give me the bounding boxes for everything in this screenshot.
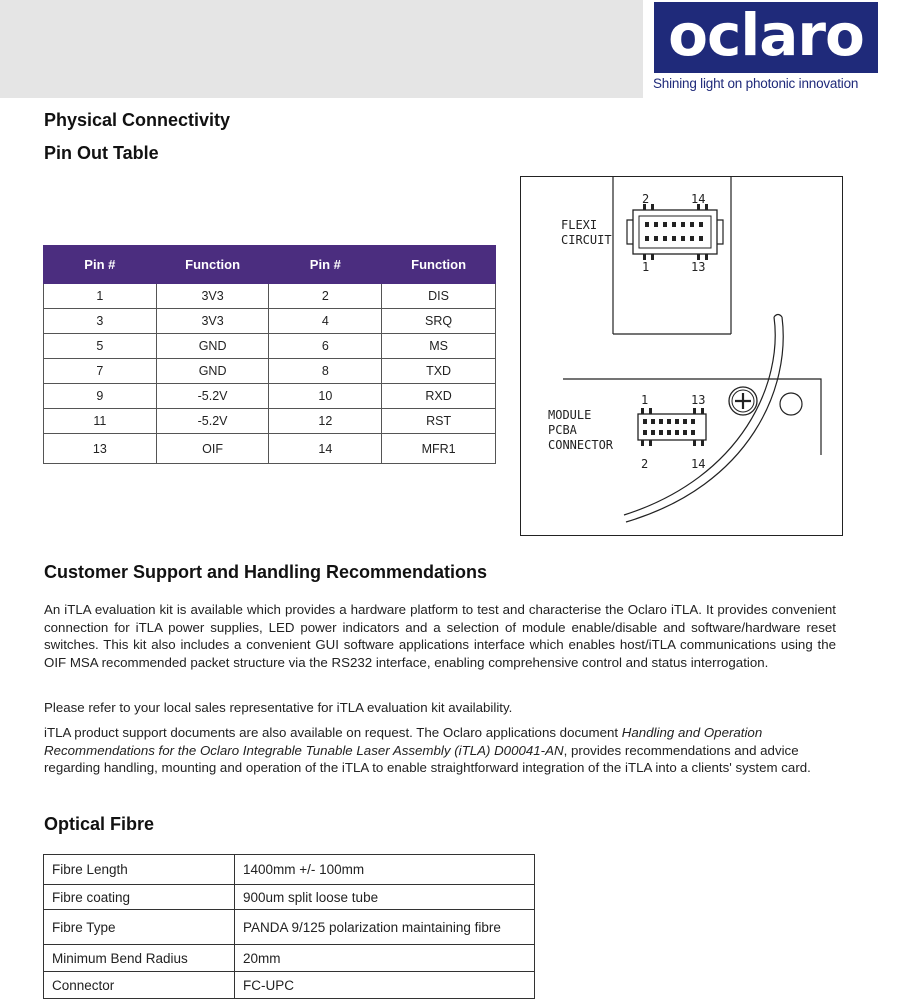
function-cell: TXD	[382, 359, 496, 384]
mounting-hole	[780, 393, 802, 415]
function-cell: MS	[382, 334, 496, 359]
pin-cell: 13	[44, 434, 157, 464]
pin-cell: 8	[269, 359, 382, 384]
function-cell: MFR1	[382, 434, 496, 464]
pin-cell: 1	[44, 284, 157, 309]
function-cell: -5.2V	[156, 384, 269, 409]
pin-cell: 10	[269, 384, 382, 409]
flexi-board-outline	[613, 177, 731, 334]
pin-out-table	[43, 245, 496, 464]
fibre-table-row	[44, 910, 535, 945]
flexi-pin-14: 14	[691, 192, 706, 206]
function-cell: 3V3	[156, 309, 269, 334]
fibre-table-row	[44, 945, 535, 972]
fibre-property: Fibre Type	[44, 910, 235, 945]
flexi-cable	[624, 315, 783, 523]
heading-physical-connectivity: Physical Connectivity	[44, 110, 231, 130]
pin-cell: 12	[269, 409, 382, 434]
fibre-value: 20mm	[235, 945, 535, 972]
module-pin-13: 13	[691, 393, 706, 407]
function-cell: GND	[156, 334, 269, 359]
fibre-table-row	[44, 972, 535, 999]
module-label-line3: CONNECTOR	[548, 438, 614, 452]
pin-cell: 2	[269, 284, 382, 309]
function-cell: OIF	[156, 434, 269, 464]
connector-diagram	[520, 176, 843, 536]
pin-table-row	[44, 384, 496, 409]
support-p3-text: , provides recommendations and advice regarding handling, mounting and operation of the iTLA to enable straightforward integration of the iTLA into a clients' system card.	[44, 742, 811, 775]
flexi-label-line2: CIRCUIT	[561, 233, 612, 247]
heading-optical-fibre: Optical Fibre	[44, 814, 155, 834]
pin-table-header: Function	[382, 246, 496, 284]
flexi-pin-13: 13	[691, 260, 706, 274]
pin-table-row	[44, 409, 496, 434]
pin-cell: 6	[269, 334, 382, 359]
function-cell: -5.2V	[156, 409, 269, 434]
fibre-table-row	[44, 885, 535, 910]
function-cell: DIS	[382, 284, 496, 309]
fibre-property: Fibre coating	[44, 885, 235, 910]
pin-table-row	[44, 334, 496, 359]
pin-table-header-row	[44, 246, 496, 284]
screw-icon	[729, 387, 757, 415]
pin-cell: 9	[44, 384, 157, 409]
fibre-property: Connector	[44, 972, 235, 999]
pin-cell: 14	[269, 434, 382, 464]
pin-table-row	[44, 309, 496, 334]
function-cell: RXD	[382, 384, 496, 409]
function-cell: 3V3	[156, 284, 269, 309]
flexi-pin-1: 1	[642, 260, 650, 274]
fibre-property: Fibre Length	[44, 855, 235, 885]
optical-fibre-table	[43, 854, 535, 999]
support-paragraph-1: An iTLA evaluation kit is available which provides a hardware platform to test and characterise the Oclaro iTLA. It provides convenient connection for iTLA power supplies, LED power indicators and a selection of module enable/disable and software/hardware reset switches. This kit also includes a convenient GUI software applications interface which enables host/iTLA communications using the OIF MSA recommended packet structure via the RS232 interface, enabling comprehensive control and status interrogation.	[44, 602, 836, 670]
module-label-line2: PCBA	[548, 423, 577, 437]
fibre-value: FC-UPC	[235, 972, 535, 999]
pin-table-row	[44, 359, 496, 384]
module-pin-1: 1	[641, 393, 649, 407]
pin-table-row	[44, 284, 496, 309]
heading-customer-support: Customer Support and Handling Recommendations	[44, 562, 488, 582]
support-p3-doc-title: Handling and Operation Recommendations for the Oclaro Integrable Tunable Laser Assembly (iTLA) D00041-AN	[44, 725, 763, 758]
pin-table-header: Function	[156, 246, 269, 284]
oclaro-logo	[648, 2, 880, 94]
pin-table-header: Pin #	[269, 246, 382, 284]
fibre-value: 1400mm +/- 100mm	[235, 855, 535, 885]
logo-wordmark: oclaro	[668, 0, 864, 69]
pin-cell: 3	[44, 309, 157, 334]
pin-table-row	[44, 434, 496, 464]
function-cell: SRQ	[382, 309, 496, 334]
function-cell: GND	[156, 359, 269, 384]
support-p3-text: iTLA product support documents are also available on request. The Oclaro applications document	[44, 725, 622, 740]
flexi-connector	[627, 192, 723, 274]
pin-cell: 7	[44, 359, 157, 384]
fibre-value: 900um split loose tube	[235, 885, 535, 910]
module-pin-2: 2	[641, 457, 649, 471]
pin-cell: 11	[44, 409, 157, 434]
support-paragraph-3	[44, 724, 824, 777]
module-pin-14: 14	[691, 457, 706, 471]
logo-box	[654, 2, 878, 73]
support-paragraph-2: Please refer to your local sales representative for iTLA evaluation kit availability.	[44, 700, 513, 715]
flexi-pin-2: 2	[642, 192, 650, 206]
logo-tagline: Shining light on photonic innovation	[653, 76, 859, 91]
pin-cell: 4	[269, 309, 382, 334]
module-label-line1: MODULE	[548, 408, 592, 422]
function-cell: RST	[382, 409, 496, 434]
fibre-table-row	[44, 855, 535, 885]
flexi-label-line1: FLEXI	[561, 218, 598, 232]
module-connector	[638, 393, 706, 471]
pin-cell: 5	[44, 334, 157, 359]
fibre-value: PANDA 9/125 polarization maintaining fibre	[235, 910, 535, 945]
header-band	[0, 0, 643, 98]
pin-table-header: Pin #	[44, 246, 157, 284]
heading-pin-out-table: Pin Out Table	[44, 143, 159, 163]
fibre-property: Minimum Bend Radius	[44, 945, 235, 972]
